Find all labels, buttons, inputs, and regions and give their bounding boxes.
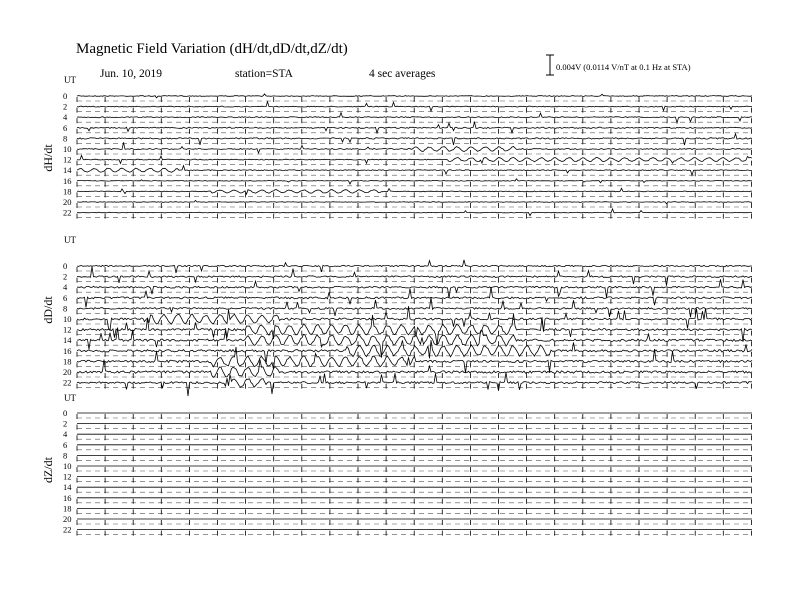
ut-hour-label: 6 <box>63 439 68 450</box>
ut-hour-label: 22 <box>63 207 72 218</box>
ut-hour-label: 22 <box>63 524 72 535</box>
ut-hour-label: 14 <box>63 482 72 493</box>
component-label: dH/dt <box>41 144 55 172</box>
ut-axis-label: UT <box>64 235 76 245</box>
ut-hour-label: 8 <box>63 303 68 314</box>
ut-hour-label: 0 <box>63 91 68 101</box>
panel-0 <box>41 75 752 219</box>
station-label: station=STA <box>235 68 293 80</box>
ut-hour-label: 4 <box>63 282 68 293</box>
ut-hour-label: 18 <box>63 186 72 197</box>
ut-hour-label: 4 <box>63 112 68 123</box>
ut-hour-label: 0 <box>63 408 68 418</box>
ut-hour-label: 16 <box>63 492 72 503</box>
ut-hour-label: 8 <box>63 450 68 461</box>
ut-hour-label: 16 <box>63 175 72 186</box>
ut-hour-label: 6 <box>63 292 68 303</box>
chart-title: Magnetic Field Variation (dH/dt,dD/dt,dZ/dt) <box>76 41 348 57</box>
ut-hour-label: 6 <box>63 122 68 133</box>
averaging-label: 4 sec averages <box>369 68 436 80</box>
component-label: dZ/dt <box>41 457 55 483</box>
ut-hour-label: 10 <box>63 144 72 154</box>
ut-hour-label: 10 <box>63 461 72 471</box>
ut-hour-label: 2 <box>63 271 68 282</box>
ut-hour-label: 4 <box>63 429 68 440</box>
ut-hour-label: 12 <box>63 154 72 165</box>
ut-hour-label: 12 <box>63 324 72 335</box>
panel-2 <box>41 393 752 536</box>
ut-hour-label: 14 <box>63 165 72 176</box>
ut-axis-label: UT <box>64 393 76 403</box>
ut-hour-label: 2 <box>63 101 68 112</box>
ut-hour-label: 14 <box>63 335 72 346</box>
ut-hour-label: 16 <box>63 345 72 356</box>
ut-hour-label: 20 <box>63 514 72 524</box>
ut-axis-label: UT <box>64 75 76 85</box>
ut-hour-label: 18 <box>63 356 72 367</box>
component-label: dD/dt <box>41 296 55 324</box>
ut-hour-label: 12 <box>63 471 72 482</box>
ut-hour-label: 10 <box>63 314 72 324</box>
ut-hour-label: 20 <box>63 367 72 377</box>
ut-hour-label: 8 <box>63 133 68 144</box>
ut-hour-label: 0 <box>63 261 68 271</box>
ut-hour-label: 18 <box>63 503 72 514</box>
ut-hour-label: 22 <box>63 377 72 388</box>
scale-bar-label: 0.004V (0.0114 V/nT at 0.1 Hz at STA) <box>556 62 691 72</box>
ut-hour-label: 20 <box>63 197 72 207</box>
panels-group <box>41 75 752 536</box>
scale-bar-icon <box>546 55 554 75</box>
ut-hour-label: 2 <box>63 418 68 429</box>
panel-1 <box>41 235 752 396</box>
date-label: Jun. 10, 2019 <box>100 68 162 80</box>
